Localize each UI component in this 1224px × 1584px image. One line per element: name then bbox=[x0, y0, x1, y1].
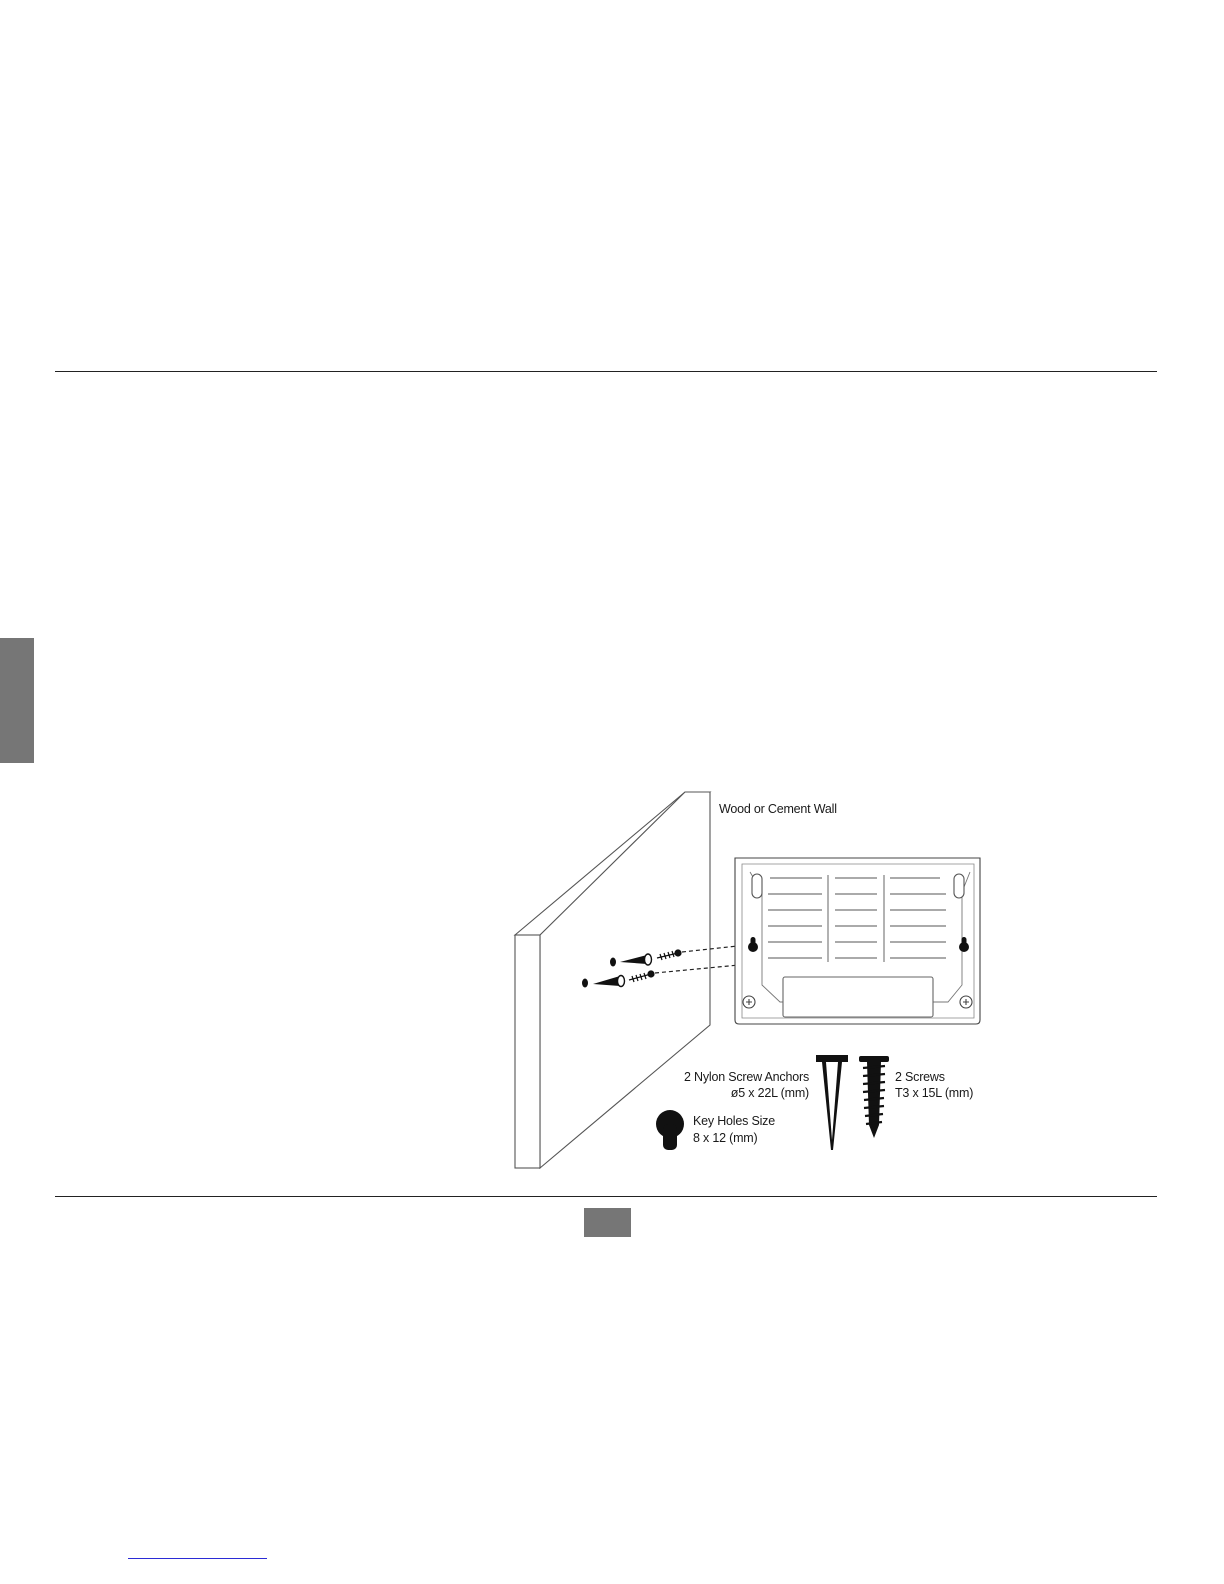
anchors-label-line2: ø5 x 22L (mm) bbox=[730, 1086, 809, 1100]
side-section-tab bbox=[0, 638, 34, 763]
screws-label-line1: 2 Screws bbox=[895, 1070, 945, 1084]
bottom-divider bbox=[55, 1196, 1157, 1197]
wall-hole-upper bbox=[610, 958, 616, 967]
wall-mount-diagram bbox=[500, 780, 1000, 1180]
wall-hole-lower bbox=[582, 979, 588, 988]
nylon-anchor-icon bbox=[816, 1055, 848, 1150]
keyhole-label-line1: Key Holes Size bbox=[693, 1114, 775, 1128]
device-back-panel bbox=[735, 858, 980, 1024]
footer-link-underline bbox=[128, 1558, 267, 1559]
screw-large-icon bbox=[859, 1056, 889, 1138]
top-divider bbox=[55, 371, 1157, 372]
wall-label: Wood or Cement Wall bbox=[719, 802, 837, 816]
page-number-box bbox=[584, 1208, 631, 1237]
keyhole-size-icon bbox=[656, 1110, 684, 1150]
screws-label-line2: T3 x 15L (mm) bbox=[895, 1086, 974, 1100]
anchors-label-line1: 2 Nylon Screw Anchors bbox=[683, 1070, 809, 1084]
keyhole-label-line2: 8 x 12 (mm) bbox=[693, 1131, 758, 1145]
